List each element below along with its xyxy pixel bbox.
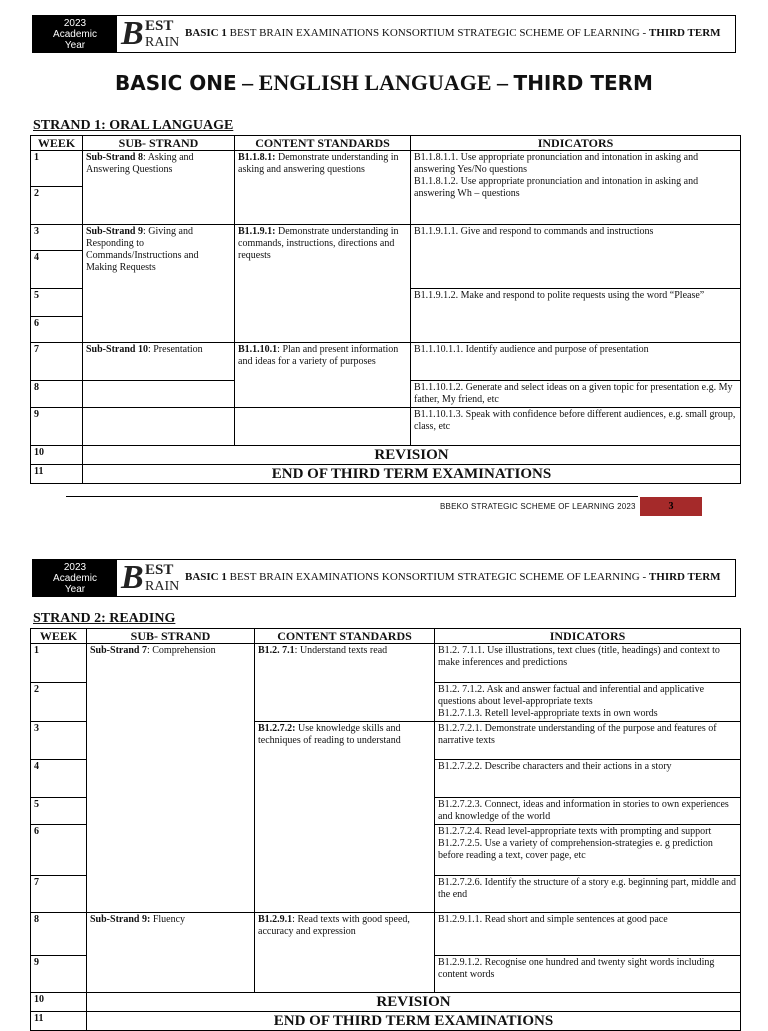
indicator-cell: B1.2. 7.1.2. Ask and answer factual and inferential and applicative questions about level-appropriate texts B1.2.7.1.3. Retell level-appropriate texts in own words [435, 683, 741, 722]
indicator-cell: B1.2.9.1.2. Recognise one hundred and twenty sight words including content words [435, 956, 741, 993]
academic-year-box [33, 16, 117, 52]
week-cell: 11 [31, 465, 83, 484]
title-part: – ENGLISH LANGUAGE – [236, 70, 514, 95]
week-cell: 9 [31, 956, 87, 993]
indicator-cell: B1.2. 7.1.1. Use illustrations, text clues (title, headings) and context to make inferences and predictions [435, 644, 741, 683]
sub-strand-cell [83, 343, 235, 381]
content-standard-code: B1.2.7.2: [258, 723, 296, 734]
week-cell: 4 [31, 251, 83, 289]
logo-letter: B [121, 559, 144, 596]
logo-bottom-text: RAIN [145, 579, 180, 594]
indicator-cell: B1.1.10.1.2. Generate and select ideas on a given topic for presentation e.g. My father, My friend, etc [411, 381, 741, 408]
table-row [31, 343, 741, 381]
content-standard-text: : Read texts with good speed, accuracy and expression [258, 914, 410, 937]
week-cell: 7 [31, 876, 87, 913]
header-title-middle: BEST BRAIN EXAMINATIONS KONSORTIUM STRATEGIC SCHEME OF LEARNING - [226, 571, 649, 583]
title-part: THIRD TERM [513, 71, 653, 95]
table-row [31, 465, 741, 484]
indicator-cell: B1.2.7.2.1. Demonstrate understanding of the purpose and features of narrative texts [435, 722, 741, 760]
table-row [31, 913, 741, 956]
header-title [185, 27, 721, 39]
sub-strand-cell [83, 408, 235, 446]
footer-divider [66, 496, 638, 497]
table-row [31, 151, 741, 187]
footer-text: BBEKO STRATEGIC SCHEME OF LEARNING 2023 [440, 502, 636, 511]
header-title [185, 571, 721, 583]
week-cell: 4 [31, 760, 87, 798]
week-cell: 9 [31, 408, 83, 446]
table-header-row [31, 136, 741, 151]
exams-cell: END OF THIRD TERM EXAMINATIONS [87, 1012, 741, 1031]
week-cell: 11 [31, 1012, 87, 1031]
week-cell: 1 [31, 151, 83, 187]
strand-1-title: STRAND 1: ORAL LANGUAGE [33, 118, 234, 133]
sub-strand-cell [87, 913, 255, 993]
indicator-cell: B1.1.9.1.2. Make and respond to polite requests using the word “Please” [411, 289, 741, 343]
week-cell: 5 [31, 798, 87, 825]
best-brain-logo [119, 15, 180, 52]
sub-strand-text: : Giving and Responding to Commands/Instructions and Making Requests [86, 226, 199, 273]
strand-2-title: STRAND 2: READING [33, 611, 176, 626]
content-standard-code: B1.2. 7.1 [258, 645, 295, 656]
week-cell: 2 [31, 187, 83, 225]
table-row [31, 408, 741, 446]
column-header: SUB- STRAND [83, 136, 235, 151]
sub-strand-label: Sub-Strand 9 [86, 226, 143, 237]
week-cell: 3 [31, 722, 87, 760]
sub-strand-label: Sub-Strand 9: [90, 914, 151, 925]
indicator-cell: B1.1.9.1.1. Give and respond to commands and instructions [411, 225, 741, 289]
indicator-cell: B1.2.7.2.2. Describe characters and their actions in a story [435, 760, 741, 798]
best-brain-logo [119, 559, 180, 596]
content-standard-code: B1.1.9.1: [238, 226, 276, 237]
indicator-cell: B1.2.7.2.4. Read level-appropriate texts with prompting and support B1.2.7.2.5. Use a variety of comprehension-strategies e. g prediction before reading a text, cover page, etc [435, 825, 741, 876]
column-header: WEEK [31, 629, 87, 644]
page-number: 3 [640, 497, 702, 516]
week-cell: 3 [31, 225, 83, 251]
year-line: 2023 [63, 18, 87, 29]
header-basic: BASIC 1 [185, 27, 227, 39]
indicator-cell: B1.2.9.1.1. Read short and simple sentences at good pace [435, 913, 741, 956]
year-line: Academic [53, 573, 97, 584]
sub-strand-text: : Asking and Answering Questions [86, 152, 194, 175]
strand-2-table [30, 628, 741, 1031]
content-standard-cell [255, 644, 435, 722]
content-standard-text: Demonstrate understanding in commands, instructions, directions and requests [238, 226, 399, 261]
content-standard-cell [255, 722, 435, 913]
week-cell: 8 [31, 913, 87, 956]
content-standard-cell [235, 225, 411, 343]
week-cell: 10 [31, 993, 87, 1012]
sub-strand-text: : Presentation [147, 344, 203, 355]
content-standard-cell [235, 151, 411, 225]
column-header: SUB- STRAND [87, 629, 255, 644]
content-standard-text: Demonstrate understanding in asking and answering questions [238, 152, 399, 175]
week-cell: 7 [31, 343, 83, 381]
content-standard-code: B1.1.8.1: [238, 152, 276, 163]
content-standard-cell [235, 343, 411, 408]
table-row [31, 993, 741, 1012]
column-header: CONTENT STANDARDS [255, 629, 435, 644]
table-row [31, 644, 741, 683]
content-standard-text: : Understand texts read [294, 645, 388, 656]
content-standard-code: B1.1.10.1 [238, 344, 278, 355]
week-cell: 6 [31, 825, 87, 876]
page-header [32, 15, 736, 53]
header-term: THIRD TERM [648, 27, 721, 39]
page-header [32, 559, 736, 597]
content-standard-code: B1.2.9.1 [258, 914, 293, 925]
indicator-cell: B1.2.7.2.6. Identify the structure of a story e.g. beginning part, middle and the end [435, 876, 741, 913]
table-row [31, 225, 741, 251]
table-row [31, 446, 741, 465]
year-line: 2023 [63, 562, 87, 573]
title-part: BASIC ONE [115, 71, 237, 95]
content-standard-text: Use knowledge skills and techniques of reading to understand [258, 723, 401, 746]
sub-strand-cell [83, 381, 235, 408]
week-cell: 8 [31, 381, 83, 408]
year-line: Year [64, 584, 86, 595]
week-cell: 10 [31, 446, 83, 465]
sub-strand-cell [83, 225, 235, 343]
logo-top-text: EST [145, 562, 174, 578]
table-row [31, 1012, 741, 1031]
logo-letter: B [121, 15, 144, 52]
week-cell: 5 [31, 289, 83, 317]
sub-strand-label: Sub-Strand 7 [90, 645, 147, 656]
indicator-cell: B1.1.10.1.1. Identify audience and purpose of presentation [411, 343, 741, 381]
column-header: INDICATORS [435, 629, 741, 644]
document-title [0, 70, 768, 96]
week-cell: 1 [31, 644, 87, 683]
content-standard-cell [255, 913, 435, 993]
content-standard-text: : Plan and present information and ideas for a variety of purposes [238, 344, 399, 367]
strand-1-table [30, 135, 741, 484]
indicator-cell: B1.1.8.1.1. Use appropriate pronunciation and intonation in asking and answering Yes/No questions B1.1.8.1.2. Use appropriate pronunciation and intonation in asking and answering Wh – questions [411, 151, 741, 225]
sub-strand-label: Sub-Strand 10 [86, 344, 148, 355]
week-cell: 2 [31, 683, 87, 722]
year-line: Academic [53, 29, 97, 40]
indicator-cell: B1.1.10.1.3. Speak with confidence before different audiences, e.g. small group, class, etc [411, 408, 741, 446]
revision-cell: REVISION [83, 446, 741, 465]
column-header: INDICATORS [411, 136, 741, 151]
exams-cell: END OF THIRD TERM EXAMINATIONS [83, 465, 741, 484]
sub-strand-cell [83, 151, 235, 225]
table-header-row [31, 629, 741, 644]
header-basic: BASIC 1 [185, 571, 227, 583]
year-line: Year [64, 40, 86, 51]
content-standard-cell [235, 408, 411, 446]
logo-bottom-text: RAIN [145, 35, 180, 50]
indicator-cell: B1.2.7.2.3. Connect, ideas and information in stories to own experiences and knowledge of the world [435, 798, 741, 825]
column-header: WEEK [31, 136, 83, 151]
logo-top-text: EST [145, 18, 174, 34]
header-term: THIRD TERM [648, 571, 721, 583]
week-cell: 6 [31, 317, 83, 343]
revision-cell: REVISION [87, 993, 741, 1012]
sub-strand-text: : Comprehension [146, 645, 216, 656]
header-title-middle: BEST BRAIN EXAMINATIONS KONSORTIUM STRATEGIC SCHEME OF LEARNING - [226, 27, 649, 39]
academic-year-box [33, 560, 117, 596]
sub-strand-cell [87, 644, 255, 913]
sub-strand-label: Sub-Strand 8 [86, 152, 143, 163]
sub-strand-text: Fluency [150, 914, 186, 925]
column-header: CONTENT STANDARDS [235, 136, 411, 151]
